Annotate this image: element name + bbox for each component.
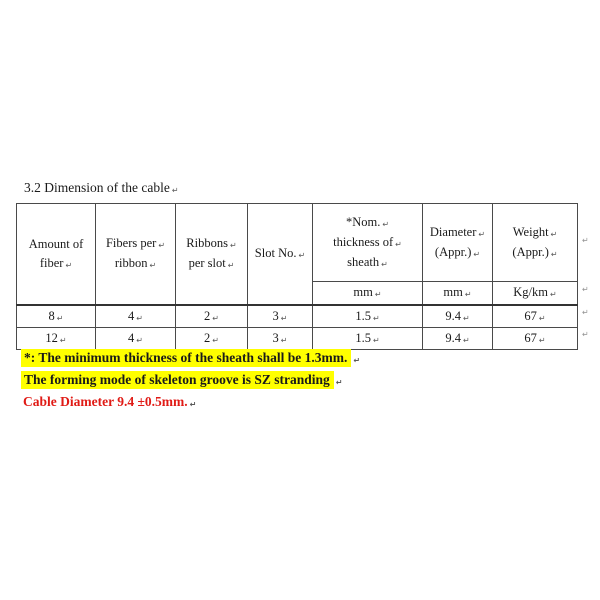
cell-text: 4: [128, 330, 135, 345]
paragraph-mark-icon: ↵: [212, 313, 219, 323]
table-cell: [176, 305, 248, 328]
table-row: [17, 328, 578, 350]
header-line: [176, 234, 247, 254]
header-line: [313, 213, 422, 233]
header-cell-ribbons-per-slot: [176, 204, 248, 306]
cell-text: 4: [128, 308, 135, 323]
cell-text: 3: [272, 308, 279, 323]
cell-text: 1.5: [355, 308, 371, 323]
header-line: [313, 233, 422, 253]
paragraph-mark-icon: ↵: [372, 313, 380, 323]
header-line: [493, 223, 577, 243]
paragraph-mark-icon: ↵: [227, 261, 235, 270]
header-line: [96, 254, 175, 274]
table-cell: [248, 328, 313, 350]
paragraph-mark-icon: ↵: [381, 259, 388, 269]
row-end-mark-icon: ↵: [582, 330, 589, 339]
cell-text: 1.5: [355, 330, 371, 345]
unit-text: mm: [353, 285, 373, 299]
header-cell-nom-thickness: [313, 204, 423, 282]
unit-text: Kg/km: [513, 285, 549, 299]
row-end-mark-icon: ↵: [582, 236, 589, 245]
highlighted-note-text: *: The minimum thickness of the sheath shall be 1.3mm.: [21, 349, 351, 367]
paragraph-mark-icon: ↵: [189, 400, 197, 409]
header-line: [96, 234, 175, 254]
paragraph-mark-icon: ↵: [212, 335, 219, 345]
table-header-row: [17, 204, 578, 282]
header-text: ribbon: [114, 256, 148, 270]
header-line: [17, 235, 95, 254]
section-heading: [24, 180, 179, 196]
header-text: (Appr.): [434, 244, 472, 259]
paragraph-mark-icon: ↵: [280, 335, 288, 345]
header-cell-weight: [493, 204, 578, 282]
paragraph-mark-icon: ↵: [158, 241, 166, 250]
cell-text: 2: [204, 308, 211, 323]
paragraph-mark-icon: ↵: [59, 335, 67, 345]
paragraph-mark-icon: ↵: [395, 239, 402, 249]
paragraph-mark-icon: ↵: [550, 229, 558, 239]
paragraph-mark-icon: ↵: [478, 229, 486, 239]
paragraph-mark-icon: ↵: [65, 260, 73, 270]
paragraph-mark-icon: ↵: [462, 313, 470, 323]
cell-text: 8: [48, 308, 55, 323]
table-cell: [313, 305, 423, 328]
table-row: [17, 305, 578, 328]
table-cell: [423, 328, 493, 350]
header-text: Ribbons: [186, 236, 228, 250]
paragraph-mark-icon: ↵: [298, 251, 306, 260]
header-line: [423, 243, 492, 263]
cell-text: 9.4: [445, 330, 461, 345]
header-cell-fibers-per-ribbon: [96, 204, 176, 306]
cell-text: 67: [524, 330, 537, 345]
header-text: per slot: [188, 256, 226, 270]
note-min-sheath-thickness: [21, 350, 360, 366]
header-line: [17, 254, 95, 274]
table-cell: [248, 305, 313, 328]
header-text: Diameter: [429, 224, 477, 239]
header-text: Amount of: [28, 236, 84, 251]
cell-text: 67: [524, 308, 537, 323]
paragraph-mark-icon: ↵: [56, 313, 64, 323]
header-cell-amount-of-fiber: [17, 204, 96, 306]
table-cell: [313, 328, 423, 350]
table-cell: [96, 305, 176, 328]
cell-text: 9.4: [445, 308, 461, 323]
header-cell-slot-no: [248, 204, 313, 306]
paragraph-mark-icon: ↵: [374, 290, 382, 299]
header-line: [176, 254, 247, 274]
section-heading-text: 3.2 Dimension of the cable: [24, 180, 170, 195]
table-cell: [493, 328, 578, 350]
header-text: (Appr.): [512, 244, 549, 259]
paragraph-mark-icon: ↵: [136, 313, 143, 323]
paragraph-mark-icon: ↵: [382, 219, 390, 229]
table-cell: [176, 328, 248, 350]
note-cable-diameter: [23, 394, 196, 410]
paragraph-mark-icon: ↵: [538, 335, 546, 345]
paragraph-mark-icon: ↵: [280, 313, 288, 323]
paragraph-mark-icon: ↵: [550, 290, 557, 299]
cell-text: 2: [204, 330, 211, 345]
header-text: Weight: [512, 224, 549, 239]
paragraph-mark-icon: ↵: [149, 261, 157, 270]
paragraph-mark-icon: ↵: [353, 356, 361, 365]
paragraph-mark-icon: ↵: [550, 249, 558, 259]
red-note-text: Cable Diameter 9.4 ±0.5mm.: [23, 394, 188, 409]
unit-cell-sheath-mm: [313, 282, 423, 306]
paragraph-mark-icon: ↵: [136, 335, 143, 345]
header-text: Slot No.: [254, 246, 297, 260]
unit-cell-weight-kgkm: [493, 282, 578, 306]
paragraph-mark-icon: ↵: [462, 335, 470, 345]
cell-text: 3: [272, 330, 279, 345]
header-line: [248, 244, 312, 264]
header-line: [423, 223, 492, 243]
table-cell: [96, 328, 176, 350]
header-text: fiber: [39, 255, 64, 270]
paragraph-mark-icon: ↵: [171, 186, 179, 195]
unit-text: mm: [443, 285, 463, 299]
header-text: Fibers per: [105, 236, 157, 250]
paragraph-mark-icon: ↵: [473, 249, 481, 259]
table-cell: [17, 305, 96, 328]
paragraph-mark-icon: ↵: [335, 378, 343, 387]
paragraph-mark-icon: ↵: [538, 313, 546, 323]
table-cell: [493, 305, 578, 328]
header-text: sheath: [347, 254, 380, 269]
table-cell: [17, 328, 96, 350]
header-line: [493, 243, 577, 263]
note-forming-mode: [21, 372, 342, 388]
highlighted-note-text: The forming mode of skeleton groove is SZ stranding: [21, 371, 334, 389]
header-line: [313, 253, 422, 273]
header-text: *Nom.: [345, 214, 381, 229]
paragraph-mark-icon: ↵: [464, 290, 472, 299]
header-cell-diameter: [423, 204, 493, 282]
paragraph-mark-icon: ↵: [229, 241, 237, 250]
header-text: thickness of: [333, 234, 394, 249]
row-end-mark-icon: ↵: [582, 285, 589, 294]
table-cell: [423, 305, 493, 328]
unit-cell-diameter-mm: [423, 282, 493, 306]
paragraph-mark-icon: ↵: [372, 335, 380, 345]
row-end-mark-icon: ↵: [582, 308, 589, 317]
cell-text: 12: [45, 330, 58, 345]
cable-dimension-table: [16, 203, 578, 350]
